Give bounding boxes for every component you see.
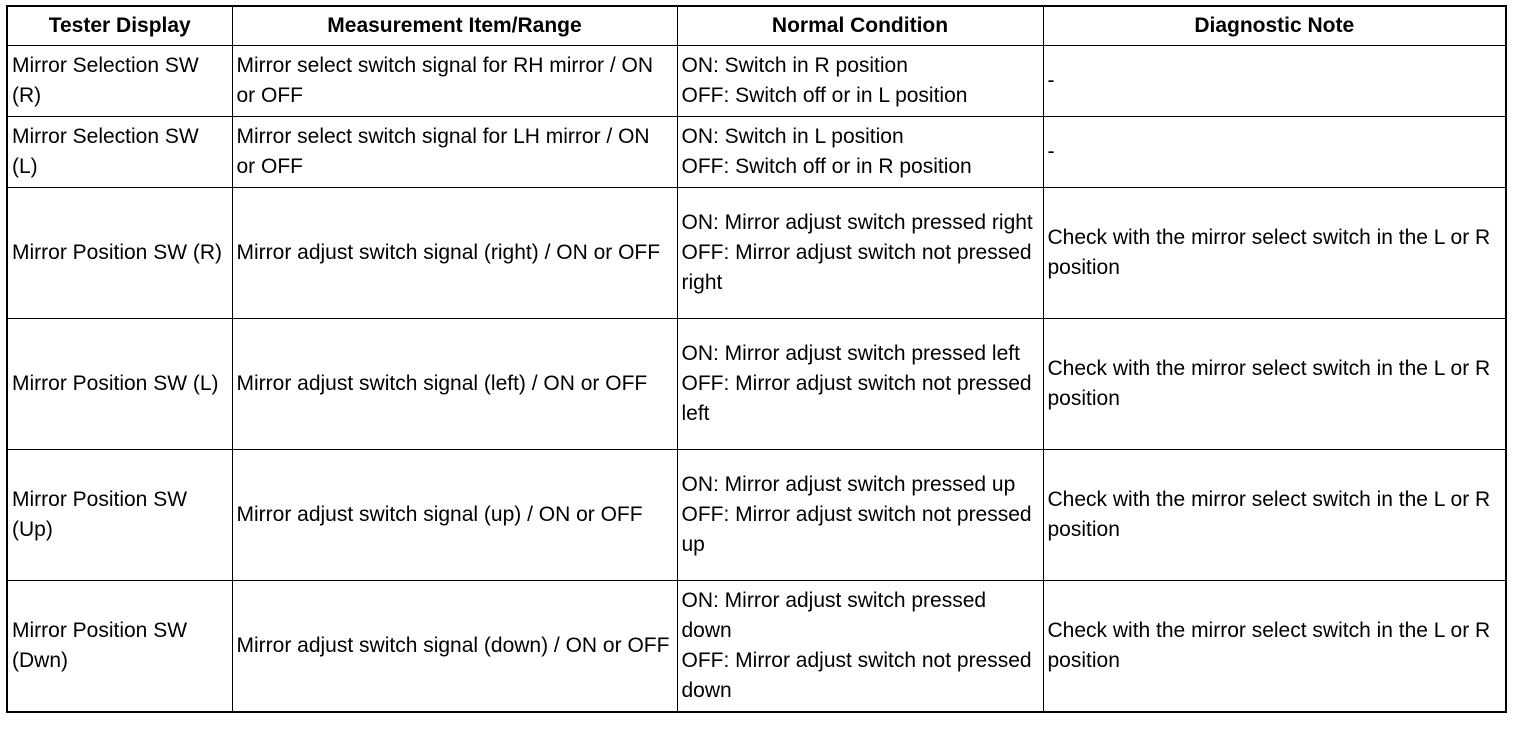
diagnostic-note-cell: -	[1043, 117, 1506, 188]
tester-display-cell: Mirror Position SW (Up)	[7, 450, 232, 581]
normal-condition-cell	[677, 319, 1043, 450]
normal-condition-cell	[677, 46, 1043, 117]
measurement-cell: Mirror select switch signal for RH mirror / ON or OFF	[232, 46, 677, 117]
diagnostic-note-cell: Check with the mirror select switch in the L or R position	[1043, 581, 1506, 713]
tester-display-cell: Mirror Position SW (Dwn)	[7, 581, 232, 713]
measurement-cell: Mirror adjust switch signal (up) / ON or OFF	[232, 450, 677, 581]
table-row	[7, 581, 1506, 713]
table-row	[7, 188, 1506, 319]
normal-on-text: ON: Switch in R position	[681, 54, 908, 77]
diagnostic-note-cell: -	[1043, 46, 1506, 117]
table-row	[7, 117, 1506, 188]
normal-on-text: ON: Mirror adjust switch pressed up	[681, 473, 1016, 496]
normal-condition-cell	[677, 450, 1043, 581]
normal-on-text: ON: Mirror adjust switch pressed down	[681, 589, 987, 642]
normal-condition-cell	[677, 581, 1043, 713]
normal-condition-cell	[677, 117, 1043, 188]
header-normal-condition: Normal Condition	[677, 6, 1043, 46]
diagnostic-note-cell: Check with the mirror select switch in the L or R position	[1043, 450, 1506, 581]
table-row	[7, 319, 1506, 450]
header-row	[7, 6, 1506, 46]
normal-condition-cell	[677, 188, 1043, 319]
normal-on-text: ON: Switch in L position	[681, 125, 904, 148]
header-tester-display: Tester Display	[7, 6, 232, 46]
normal-off-text: OFF: Switch off or in R position	[681, 155, 972, 178]
header-measurement-item: Measurement Item/Range	[232, 6, 677, 46]
diagnostic-table	[6, 5, 1507, 713]
normal-off-text: OFF: Mirror adjust switch not pressed right	[681, 241, 1032, 294]
tester-display-cell: Mirror Position SW (R)	[7, 188, 232, 319]
diagnostic-note-cell: Check with the mirror select switch in the L or R position	[1043, 188, 1506, 319]
table-row	[7, 46, 1506, 117]
tester-display-cell: Mirror Selection SW (R)	[7, 46, 232, 117]
normal-on-text: ON: Mirror adjust switch pressed left	[681, 342, 1020, 365]
measurement-cell: Mirror adjust switch signal (left) / ON or OFF	[232, 319, 677, 450]
normal-off-text: OFF: Mirror adjust switch not pressed left	[681, 372, 1032, 425]
table-header	[7, 6, 1506, 46]
diagnostic-note-cell: Check with the mirror select switch in the L or R position	[1043, 319, 1506, 450]
table-body	[7, 46, 1506, 713]
tester-display-cell: Mirror Position SW (L)	[7, 319, 232, 450]
normal-off-text: OFF: Mirror adjust switch not pressed down	[681, 649, 1032, 702]
normal-on-text: ON: Mirror adjust switch pressed right	[681, 211, 1033, 234]
measurement-cell: Mirror select switch signal for LH mirror / ON or OFF	[232, 117, 677, 188]
measurement-cell: Mirror adjust switch signal (down) / ON or OFF	[232, 581, 677, 713]
header-diagnostic-note: Diagnostic Note	[1043, 6, 1506, 46]
normal-off-text: OFF: Mirror adjust switch not pressed up	[681, 503, 1032, 556]
measurement-cell: Mirror adjust switch signal (right) / ON or OFF	[232, 188, 677, 319]
table-row	[7, 450, 1506, 581]
normal-off-text: OFF: Switch off or in L position	[681, 84, 968, 107]
tester-display-cell: Mirror Selection SW (L)	[7, 117, 232, 188]
